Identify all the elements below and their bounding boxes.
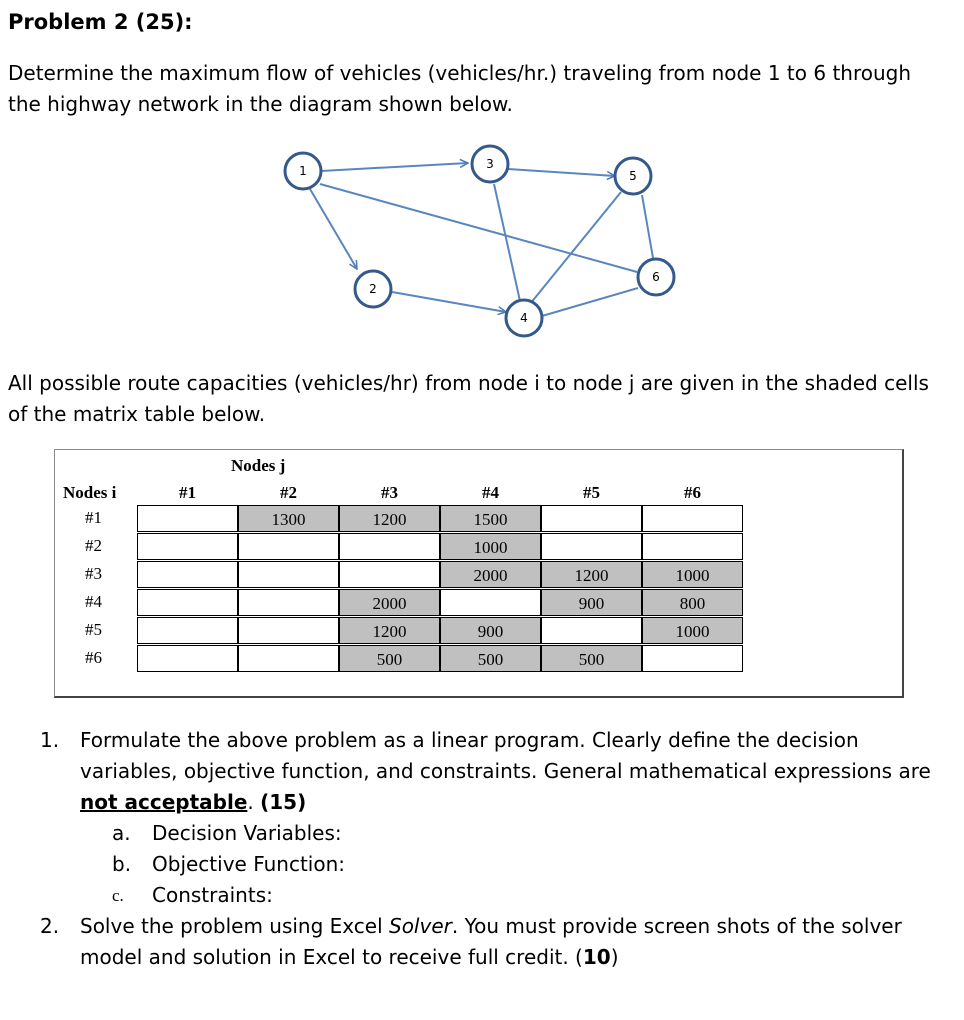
column-header: #1 — [179, 483, 196, 502]
matrix-cell: 500 — [339, 645, 440, 672]
edge-5-6 — [642, 195, 653, 258]
column-header: #6 — [684, 483, 701, 502]
edge-2-4 — [392, 292, 506, 312]
edge-4-6 — [542, 288, 638, 316]
node-label-6: 6 — [652, 270, 660, 284]
sub-b-label: b. — [112, 852, 132, 876]
matrix-cell: 2000 — [440, 561, 541, 588]
sub-question-a — [40, 818, 950, 849]
matrix-cell — [238, 533, 339, 560]
column-header: #5 — [583, 483, 600, 502]
matrix-cell — [642, 645, 743, 672]
node-label-1: 1 — [299, 164, 307, 178]
matrix-cell — [339, 561, 440, 588]
edge-3-4 — [494, 184, 520, 301]
matrix-cell: 900 — [440, 617, 541, 644]
sub-a-text: Decision Variables: — [152, 821, 342, 845]
sub-c-text: Constraints: — [152, 883, 273, 907]
matrix-cell — [238, 617, 339, 644]
node-label-3: 3 — [486, 157, 494, 171]
row-label: #3 — [85, 564, 102, 583]
matrix-cell — [541, 505, 642, 532]
matrix-cell — [238, 589, 339, 616]
column-header: #3 — [381, 483, 398, 502]
solver-word: Solver — [389, 914, 452, 938]
sub-a-label: a. — [112, 821, 131, 845]
question-2-text-c: ) — [610, 945, 619, 969]
sub-question-c — [40, 880, 950, 911]
network-diagram — [270, 140, 700, 340]
edge-3-5 — [508, 169, 615, 176]
row-label: #5 — [85, 620, 102, 639]
matrix-cell: 1000 — [642, 617, 743, 644]
question-1-number: 1. — [40, 728, 60, 752]
row-label: #1 — [85, 508, 102, 527]
matrix-cell — [541, 533, 642, 560]
matrix-cell — [137, 533, 238, 560]
sub-question-b — [40, 849, 950, 880]
matrix-cell — [137, 617, 238, 644]
matrix-cell — [339, 533, 440, 560]
node-label-5: 5 — [629, 169, 637, 183]
nodes-i-label: Nodes i — [63, 483, 117, 502]
question-1 — [40, 725, 950, 818]
sub-c-label: c. — [112, 886, 124, 905]
capacity-matrix — [54, 449, 904, 698]
matrix-cell: 2000 — [339, 589, 440, 616]
sub-b-text: Objective Function: — [152, 852, 345, 876]
question-2-text-a: Solve the problem using Excel — [80, 914, 389, 938]
nodes-j-label: Nodes j — [231, 456, 286, 475]
row-label: #4 — [85, 592, 102, 611]
matrix-cell: 1200 — [339, 617, 440, 644]
matrix-cell: 900 — [541, 589, 642, 616]
matrix-cell: 500 — [440, 645, 541, 672]
row-label: #2 — [85, 536, 102, 555]
matrix-cell — [440, 589, 541, 616]
questions — [40, 725, 950, 973]
column-header: #2 — [280, 483, 297, 502]
matrix-cell — [642, 505, 743, 532]
matrix-cell — [137, 561, 238, 588]
problem-title: Problem 2 (25): — [8, 10, 193, 34]
problem-intro: Determine the maximum flow of vehicles (vehicles/hr.) traveling from node 1 to 6 through the highway network in the diagram shown below. — [8, 61, 912, 116]
matrix-cell: 1200 — [541, 561, 642, 588]
not-acceptable-emphasis: not acceptable — [80, 790, 248, 814]
matrix-cell: 1300 — [238, 505, 339, 532]
question-1-points: (15) — [260, 790, 307, 814]
matrix-cell: 1000 — [440, 533, 541, 560]
edge-1-6 — [320, 184, 637, 272]
matrix-cell: 1200 — [339, 505, 440, 532]
question-2 — [40, 911, 950, 973]
edge-1-3 — [321, 163, 468, 171]
column-header: #4 — [482, 483, 499, 502]
node-label-4: 4 — [520, 311, 528, 325]
matrix-cell — [238, 645, 339, 672]
question-2-points: 10 — [582, 945, 611, 969]
matrix-cell — [137, 505, 238, 532]
matrix-cell — [137, 589, 238, 616]
matrix-cell: 800 — [642, 589, 743, 616]
matrix-cell: 500 — [541, 645, 642, 672]
matrix-cell — [541, 617, 642, 644]
node-label-2: 2 — [369, 282, 377, 296]
edge-4-5 — [530, 192, 621, 304]
edge-1-2 — [310, 189, 357, 269]
row-label: #6 — [85, 648, 102, 667]
matrix-cell — [642, 533, 743, 560]
matrix-cell — [137, 645, 238, 672]
capacities-description: All possible route capacities (vehicles/hr) from node i to node j are given in the shaded cells of the matrix table below. — [8, 371, 929, 426]
question-1-text-b: . — [247, 790, 261, 814]
matrix-cell: 1500 — [440, 505, 541, 532]
matrix-cell: 1000 — [642, 561, 743, 588]
matrix-cell — [238, 561, 339, 588]
question-1-text: Formulate the above problem as a linear program. Clearly define the decision variables, objective function, and constraints. General mathematical expressions are — [80, 728, 931, 783]
question-2-text-b: . You must provide screen shots of the solver model and solution in Excel to receive full credit. ( — [80, 914, 902, 969]
question-2-number: 2. — [40, 914, 60, 938]
